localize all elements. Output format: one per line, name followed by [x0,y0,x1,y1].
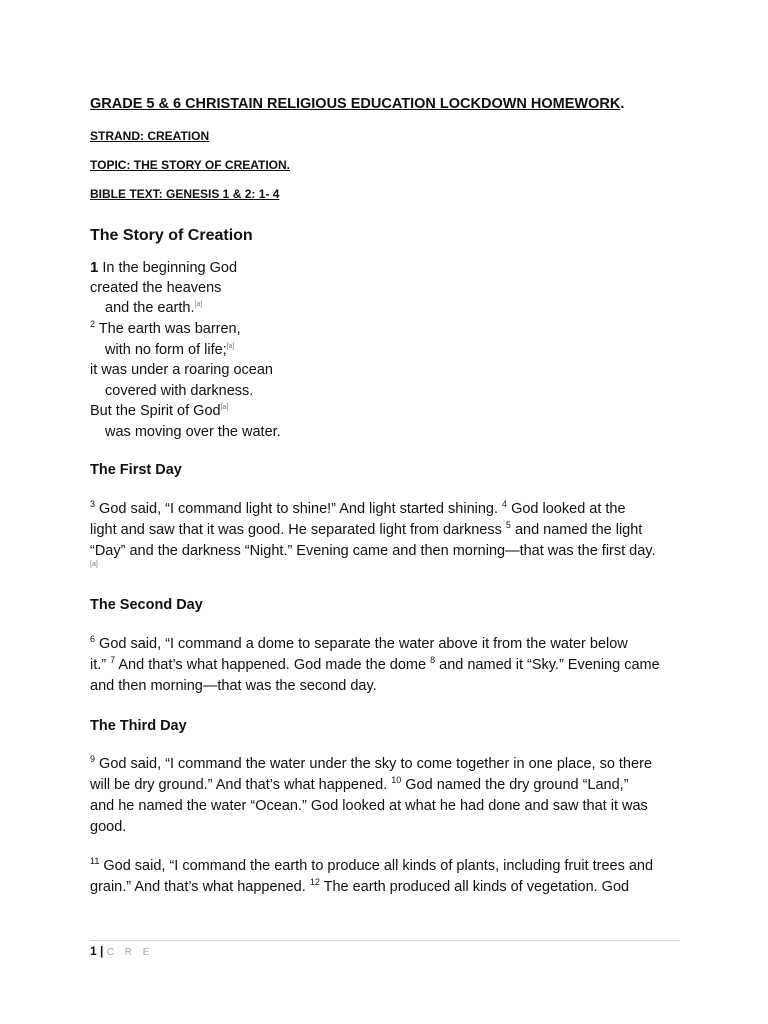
verse-line: $^2$ The earth was barren, [90,319,241,337]
title-period: . [620,96,625,112]
verse-number: 8 [430,655,436,666]
footnote-marker: [a] [194,301,203,309]
page-number: 1 [90,944,97,958]
verse-line: and the earth.[a] [105,300,203,316]
footer-divider [90,940,680,941]
footnote-marker: [a] [90,561,98,569]
verse-line: it was under a roaring ocean [90,362,273,378]
footer-separator: | [96,944,107,958]
verse-line: created the heavens [90,280,222,296]
section-heading-third-day: The Third Day [90,718,187,734]
footnote-marker: [a] [220,404,229,412]
verse-line: with no form of life;[a] [105,342,235,358]
verse-line: 1 In the beginning God [90,259,238,276]
verse-number: 9 [90,754,96,765]
story-title: The Story of Creation [90,227,253,244]
footnote-marker: [a] [226,343,235,351]
footer-label: C R E [106,947,154,958]
verse-number: 10 [391,775,402,786]
page-footer [90,944,153,958]
verse-line: covered with darkness. [105,383,254,399]
document-title: GRADE 5 & 6 CHRISTAIN RELIGIOUS EDUCATION LOCKDOWN HOMEWORK. [90,96,625,112]
topic-heading: TOPIC: THE STORY OF CREATION. [90,158,291,172]
verse-number: 7 [110,655,116,666]
verse-number: 12 [309,877,320,888]
verse-number: 6 [90,634,96,645]
verse-number: 2 [90,319,96,330]
verse-number: 3 [90,499,96,510]
verse-line: But the Spirit of God[a] [90,403,229,419]
paragraph-third-day-1: $^9$ God said, “I command the water under the sky to come together in one place, so there will be dry ground.” And that’s what happened. $^{10}$ God named the dry ground “Land,” and he named the water “Ocean.” God looked at what he had done and saw that it was good. [90,754,652,835]
verse-number: 11 [90,856,100,867]
verse-number: 1 [90,259,99,276]
section-heading-first-day: The First Day [90,462,182,478]
paragraph-third-day-2: $^{11}$ God said, “I command the earth to produce all kinds of plants, including fruit trees and grain.” And that’s what happened. $^{12}$ The earth produced all kinds of vegetation. God [90,856,654,895]
bible-text-heading: BIBLE TEXT: GENESIS 1 & 2: 1- 4 [90,187,280,201]
paragraph-first-day: $^3$ God said, “I command light to shine!” And light started shining. $^4$ God looked at the light and saw that it was good. He separated light from darkness $^5$ and named the light “Day” and the darkness “Night.” Evening came and then morning—that was the first day. [a] [90,499,656,569]
section-heading-second-day: The Second Day [90,597,203,613]
verse-line: was moving over the water. [105,424,281,440]
strand-heading: STRAND: CREATION [90,129,210,143]
verse-number: 5 [505,520,511,531]
document-page [90,0,680,1024]
verse-number: 4 [502,499,508,510]
paragraph-second-day: $^6$ God said, “I command a dome to separate the water above it from the water below it.” $^7$ And that’s what happened. God made the dome $^8$ and named it “Sky.” Evening came and then morning—that was the second day. [90,634,660,694]
